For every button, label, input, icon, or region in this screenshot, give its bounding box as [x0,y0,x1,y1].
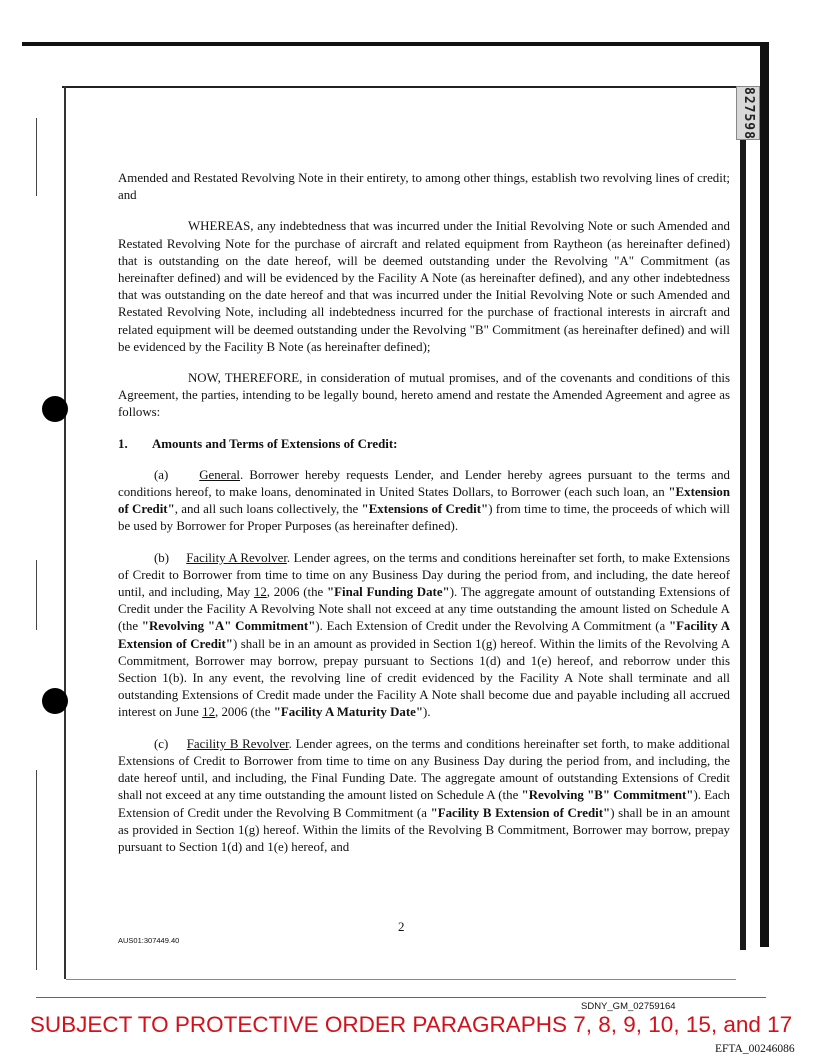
paragraph-continuation: Amended and Restated Revolving Note in their entirety, to among other things, establish two revolving lines of credit; and [118,171,730,203]
text-run: ). Each Extension of Credit under the Revolving A Commitment (a [315,619,669,634]
punch-hole [42,688,68,714]
section-number: 1. [118,436,128,451]
paragraph-now-therefore: NOW, THEREFORE, in consideration of mutual promises, and of the covenants and conditions of this Agreement, the parties, intending to be legally bound, hereto amend and restate the Amended Agreement and agree as follows: [118,371,730,420]
text-run: , 2006 (the [215,705,274,720]
defined-term: "Facility B Extension of Credit" [430,805,611,820]
handwritten-date: 12 [202,705,216,720]
subsection-b [118,550,730,722]
page-number: 2 [398,919,405,934]
defined-term: "Final Funding Date" [326,585,450,600]
paragraph-whereas: WHEREAS, any indebtedness that was incurred under the Initial Revolving Note or such Amended and Restated Revolving Note for the purchase of aircraft and related equipment from Raytheon (as hereinafter defined) that is outstanding on the date hereof, will be deemed outstanding under the Revolving "A" Commitment (as hereinafter defined) and will be evidenced by the Facility A Note (as hereinafter defined), and any other indebtedness that was outstanding on the date hereof and that was incurred under the Initial Revolving Note or such Amended and Restated Revolving Note, including all indebtedness incurred for the purchase of fractional interests in aircraft and related equipment will be deemed outstanding under the Revolving "B" Commitment (as hereinafter defined) and will be evidenced by the Facility B Note (as hereinafter defined); [118,219,730,354]
defined-term: "Revolving "B" Commitment" [521,788,694,803]
defined-term: "Facility A Extension of Credit" [118,619,730,651]
defined-term: "Extensions of Credit" [361,502,489,517]
text-run: ) shall be in an amount as provided in Section 1(g) hereof. Within the limits of the Revolving A Commitment, Borrower may borrow, prepay pursuant to Sections 1(d) and 1(e) hereof, and reborrow under this Section 1(b). In any event, the revolving line of credit evidenced by the Facility A Note shall terminate and all outstanding Extensions of Credit made under the Facility A Note shall become due and payable including all accrued interest on June [118,636,730,720]
text-run: , 2006 (the [266,585,327,600]
defined-term: "Extension of Credit" [118,485,730,517]
defined-term: "Facility A Maturity Date" [273,705,424,720]
text-run: ). [423,705,431,720]
text-run: ). The aggregate amount of outstanding Extensions of Credit under the Facility A Revolving Note shall not exceed at any time outstanding the amount listed on Schedule A (the [118,585,730,634]
text-run: ). Each Extension of Credit under the Revolving B Commitment (a [118,788,730,820]
page-edge-left [64,86,66,979]
margin-mark [36,560,37,630]
section-title: Amounts and Terms of Extensions of Credit: [152,436,398,451]
page-edge-right [740,90,746,950]
text-run: . Lender agrees, on the terms and conditions hereinafter set forth, to make Extensions of Credit to Borrower from time to time on any Business Day during the period from, and including, the date hereof until, and including, May [118,550,730,600]
text-run: . Borrower hereby requests Lender, and Lender hereby agrees pursuant to the terms and conditions hereof, to make loans, denominated in United States Dollars, to Borrower (each such loan, an [118,467,730,500]
margin-mark [36,118,37,196]
text-run: . Lender agrees, on the terms and conditions hereinafter set forth, to make additional Extensions of Credit to Borrower from time to time on any Business Day during the period from, and including, the date hereof until, and including, the Final Funding Date. The aggregate amount of outstanding Extensions of Credit shall not exceed at any time outstanding the amount listed on Schedule A (the [118,736,730,803]
handwritten-date: 12 [253,585,267,600]
bates-number: SDNY_GM_02759164 [581,1001,676,1012]
subsection-a [118,467,730,536]
protective-order-notice: SUBJECT TO PROTECTIVE ORDER PARAGRAPHS 7, 8, 9, 10, 15, and 17 [29,1012,793,1037]
defined-term: "Revolving "A" Commitment" [141,619,316,634]
text-run: ) from time to time, the proceeds of which will be used by Borrower for Proper Purposes (as hereinafter defined). [118,502,730,534]
subsection-heading: Facility B Revolver [186,736,289,751]
scan-border-right [760,42,769,947]
document-code: AUS01:307449.40 [118,936,180,945]
scan-border-top [22,42,766,46]
page-edge-top [62,86,742,88]
efta-number: EFTA_00246086 [715,1043,795,1055]
bates-stamp: 827598 [736,86,760,140]
subsection-label: (a) [154,467,169,482]
text-run: , and all such loans collectively, the [174,502,362,517]
document-body [118,170,730,870]
subsection-label: (c) [154,736,169,751]
page-edge-bottom [66,979,736,980]
subsection-c [118,736,730,856]
scan-border-bottom [36,997,766,998]
subsection-heading: Facility A Revolver [186,550,287,565]
subsection-heading: General [199,467,241,482]
section-heading [118,436,730,453]
punch-hole [42,396,68,422]
text-run: ) shall be in an amount as provided in Section 1(g) hereof. Within the limits of the Revolving B Commitment, Borrower may borrow, prepay pursuant to Section 1(d) and 1(e) hereof, and [118,805,730,854]
margin-mark [36,770,37,970]
subsection-label: (b) [154,550,170,565]
